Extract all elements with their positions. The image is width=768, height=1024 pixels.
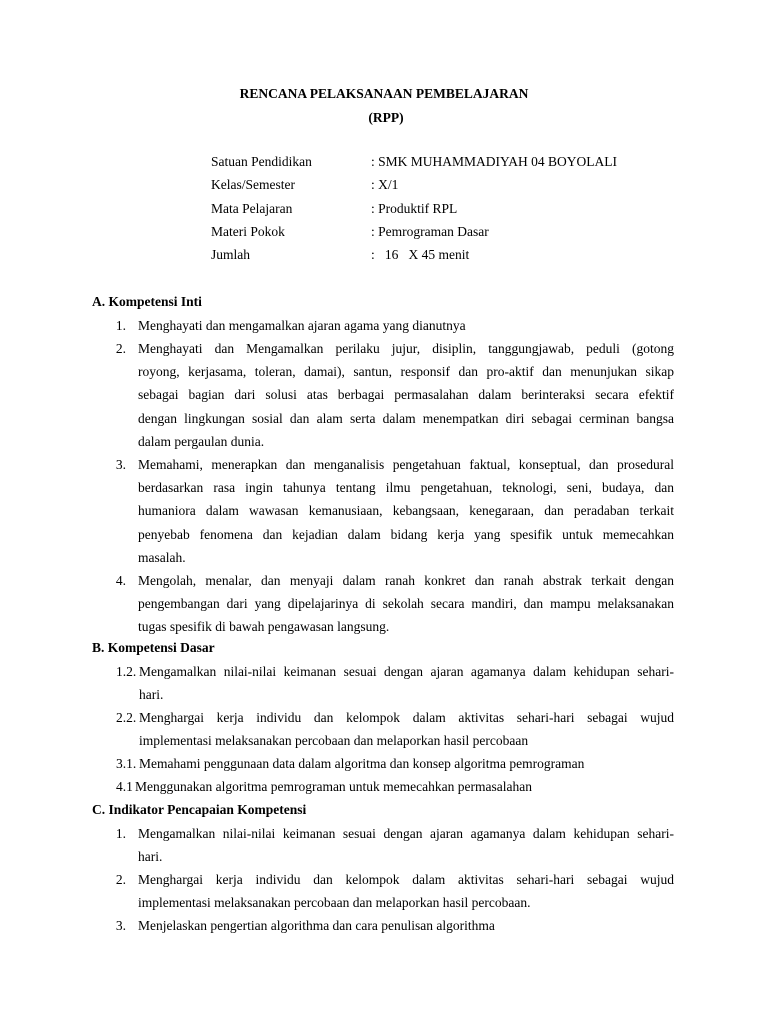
- identity-row: [211, 177, 617, 200]
- section-heading: C. Indikator Pencapaian Kompetensi: [92, 802, 307, 817]
- section-heading: B. Kompetensi Dasar: [92, 640, 215, 655]
- list-item-line: tugas spesifik di bawah pengawasan langsung.: [138, 619, 390, 635]
- list-item-number: 3.: [115, 457, 126, 472]
- list-item-line: sebagai bagian dari solusi atas berbagai permasalahan dalam berinteraksi secara efektif: [138, 387, 674, 403]
- list-item: [139, 752, 674, 775]
- identity-row: [211, 154, 617, 177]
- list-item-number: 4.: [115, 573, 126, 588]
- identity-table: [211, 154, 617, 270]
- identity-label: Satuan Pendidikan: [211, 154, 312, 169]
- identity-label: Jumlah: [211, 247, 250, 263]
- list-item-number: 2.2.: [116, 710, 137, 725]
- identity-row: [211, 201, 617, 224]
- list-item-line: humaniora dalam wawasan kemanusiaan, kebangsaan, kenegaraan, dan peradaban terkait: [138, 503, 674, 519]
- list-item: [138, 569, 674, 639]
- list-item-line: hari.: [138, 849, 163, 865]
- list-item-number: 2.: [115, 872, 126, 887]
- identity-value: : Pemrograman Dasar: [371, 223, 489, 239]
- list-item-line: Mengolah, menalar, dan menyaji dalam ranah konkret dan ranah abstrak terkait dengan: [138, 573, 674, 588]
- list-item: [138, 337, 674, 453]
- list-item-line: Mengamalkan nilai-nilai keimanan sesuai dengan ajaran agamanya dalam kehidupan sehari-: [139, 664, 674, 679]
- identity-value: : X/1: [371, 177, 399, 193]
- list-item-line: Mengamalkan nilai-nilai keimanan sesuai dengan ajaran agamanya dalam kehidupan sehari-: [138, 826, 674, 841]
- list-item: [139, 706, 674, 752]
- document-title: RENCANA PELAKSANAAN PEMBELAJARAN: [239, 86, 529, 101]
- identity-value: : Produktif RPL: [371, 200, 458, 216]
- identity-value: : 16 X 45 menit: [371, 247, 470, 263]
- identity-label: Materi Pokok: [211, 223, 285, 239]
- list-item-line: masalah.: [138, 549, 186, 565]
- list-item-line: Menjelaskan pengertian algorithma dan cara penulisan algorithma: [138, 918, 495, 933]
- list-item-line: Menghayati dan mengamalkan ajaran agama yang dianutnya: [138, 318, 466, 333]
- list-item: [138, 822, 674, 868]
- list-item-line: dalam pergaulan dunia.: [138, 433, 265, 449]
- list-item-line: pengembangan dari yang dipelajarinya di sekolah secara mandiri, dan mampu melaksanakan: [138, 596, 674, 612]
- list-item-number: 1.: [115, 318, 126, 333]
- list-item: [139, 660, 674, 706]
- list-item-line: Menghargai kerja individu dan kelompok dalam aktivitas sehari-hari sebagai wujud: [138, 872, 674, 887]
- list-item-line: penyebab fenomena dan kejadian dalam bidang kerja yang spesifik untuk memecahkan: [138, 526, 674, 542]
- list-item-number: 3.1.: [116, 756, 137, 771]
- list-item-line: dengan lingkungan sosial dan alam serta dalam menempatkan diri sebagai cerminan bangsa: [138, 410, 674, 426]
- list-item-number: 4.1: [116, 779, 133, 794]
- list-item-line: Menghayati dan Mengamalkan perilaku jujur, disiplin, tanggungjawab, peduli (gotong: [138, 341, 674, 356]
- identity-value: : SMK MUHAMMADIYAH 04 BOYOLALI: [371, 154, 618, 169]
- identity-row: [211, 247, 617, 270]
- list-item: [138, 453, 674, 569]
- list-item-number: 1.: [115, 826, 126, 841]
- list-item-line: Memahami penggunaan data dalam algoritma dan konsep algoritma pemrograman: [139, 756, 585, 771]
- list-item-line: implementasi melaksanakan percobaan dan melaporkan hasil percobaan: [139, 733, 529, 749]
- list-item-number: 3.: [115, 918, 126, 933]
- list-item: [135, 775, 674, 798]
- list-item-line: Menghargai kerja individu dan kelompok dalam aktivitas sehari-hari sebagai wujud: [139, 710, 674, 725]
- list-item-line: Menggunakan algoritma pemrograman untuk memecahkan permasalahan: [135, 779, 532, 794]
- section-heading: A. Kompetensi Inti: [92, 294, 202, 309]
- list-item: [138, 314, 674, 337]
- list-item-line: implementasi melaksanakan percobaan dan melaporkan hasil percobaan.: [138, 895, 531, 911]
- list-item-line: royong, kerjasama, toleran, damai), santun, responsif dan pro-aktif dan menunjukan sikap: [138, 364, 674, 380]
- list-item-number: 2.: [115, 341, 126, 356]
- list-item: [138, 868, 674, 914]
- list-item-line: Memahami, menerapkan dan menganalisis pengetahuan faktual, konseptual, dan prosedural: [138, 457, 674, 472]
- identity-row: [211, 224, 617, 247]
- identity-label: Kelas/Semester: [211, 177, 295, 193]
- list-item-number: 1.2.: [116, 664, 137, 679]
- list-item-line: berdasarkan rasa ingin tahunya tentang ilmu pengetahuan, teknologi, seni, budaya, dan: [138, 480, 674, 496]
- list-item: [138, 914, 674, 937]
- document-subtitle: (RPP): [368, 110, 404, 125]
- list-item-line: hari.: [139, 687, 164, 703]
- identity-label: Mata Pelajaran: [211, 200, 293, 216]
